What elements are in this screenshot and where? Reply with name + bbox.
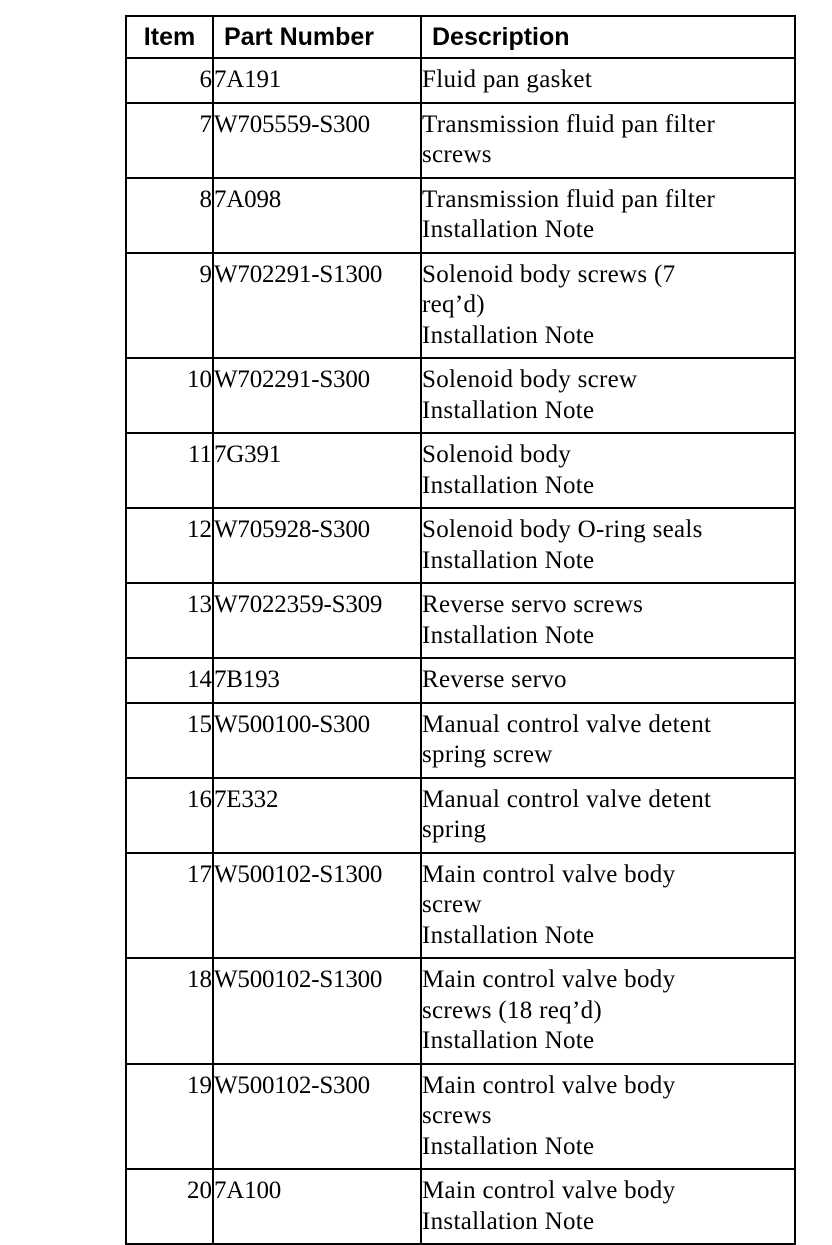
description [421,853,795,959]
description-line: Installation Note [422,546,595,574]
table-row [126,1064,795,1170]
description-line: Installation Note [422,1027,595,1054]
description-line: Installation Note [422,1207,595,1235]
part-number: 7A191 [213,58,421,103]
table-row [126,853,795,959]
description-line: spring screw [422,741,553,768]
part-number: 7G391 [213,433,421,508]
table-row [126,178,795,253]
part-number: W500102-S1300 [213,853,421,959]
part-number: W705559-S300 [213,103,421,178]
table-row [126,658,795,703]
part-number: 7B193 [213,658,421,703]
part-number: 7A098 [213,178,421,253]
table-row [126,703,795,778]
parts-table [125,15,796,1245]
part-number: W702291-S1300 [213,253,421,359]
table-row [126,1169,795,1244]
table-row [126,778,795,853]
item-number: 18 [126,958,213,1064]
table-row [126,433,795,508]
description [421,778,795,853]
table-row [126,58,795,103]
description [421,658,795,703]
part-number: W7022359-S309 [213,583,421,658]
header-part-number: Part Number [213,16,421,58]
item-number: 14 [126,658,213,703]
description-line: screws [422,141,492,168]
item-number: 7 [126,103,213,178]
description [421,1169,795,1244]
item-number: 16 [126,778,213,853]
item-number: 10 [126,358,213,433]
description-line: screws (18 req’d) [422,996,603,1024]
description-line: screws [422,1102,492,1129]
description-line: Installation Note [422,921,595,949]
description [421,58,795,103]
item-number: 13 [126,583,213,658]
parts-table-body [126,58,795,1244]
description-line: Installation Note [422,396,595,424]
item-number: 8 [126,178,213,253]
description-line: Transmission fluid pan filter [422,185,716,213]
description-line: Installation Note [422,216,595,243]
part-number: W500102-S300 [213,1064,421,1170]
part-number: W702291-S300 [213,358,421,433]
description-line: req’d) [422,291,485,318]
part-number: W705928-S300 [213,508,421,583]
description-line: Reverse servo screws [422,591,644,618]
table-row [126,253,795,359]
item-number: 6 [126,58,213,103]
description-line: Installation Note [422,321,595,349]
part-number: W500102-S1300 [213,958,421,1064]
table-row [126,358,795,433]
description-line: Solenoid body screw [422,366,638,393]
description-line: Manual control valve detent [422,710,712,738]
item-number: 15 [126,703,213,778]
part-number: W500100-S300 [213,703,421,778]
description-line: Fluid pan gasket [422,66,593,93]
item-number: 11 [126,433,213,508]
description-line: Solenoid body screws (7 [422,260,676,288]
table-row [126,958,795,1064]
description [421,433,795,508]
item-number: 12 [126,508,213,583]
description-line: Installation Note [422,471,595,499]
description-line: Transmission fluid pan filter [422,110,716,138]
table-row [126,103,795,178]
item-number: 19 [126,1064,213,1170]
description-line: Main control valve body [422,860,676,888]
description [421,583,795,658]
description-line: screw [422,891,482,918]
description-line: Installation Note [422,1132,595,1160]
description [421,358,795,433]
description-line: Solenoid body [422,441,572,468]
header-row [126,16,795,58]
description-line: Manual control valve detent [422,785,712,813]
item-number: 17 [126,853,213,959]
description-line: Reverse servo [422,666,567,693]
description [421,1064,795,1170]
description-line: spring [422,816,487,843]
description [421,178,795,253]
table-row [126,508,795,583]
description [421,703,795,778]
item-number: 20 [126,1169,213,1244]
description-line: Main control valve body [422,1071,676,1099]
item-number: 9 [126,253,213,359]
description [421,253,795,359]
part-number: 7E332 [213,778,421,853]
table-row [126,583,795,658]
description [421,103,795,178]
description-line: Installation Note [422,621,595,649]
description-line: Solenoid body O-ring seals [422,516,703,543]
part-number: 7A100 [213,1169,421,1244]
description-line: Main control valve body [422,1177,676,1204]
description [421,958,795,1064]
description [421,508,795,583]
header-description: Description [421,16,795,58]
description-line: Main control valve body [422,966,676,993]
header-item: Item [126,16,213,58]
